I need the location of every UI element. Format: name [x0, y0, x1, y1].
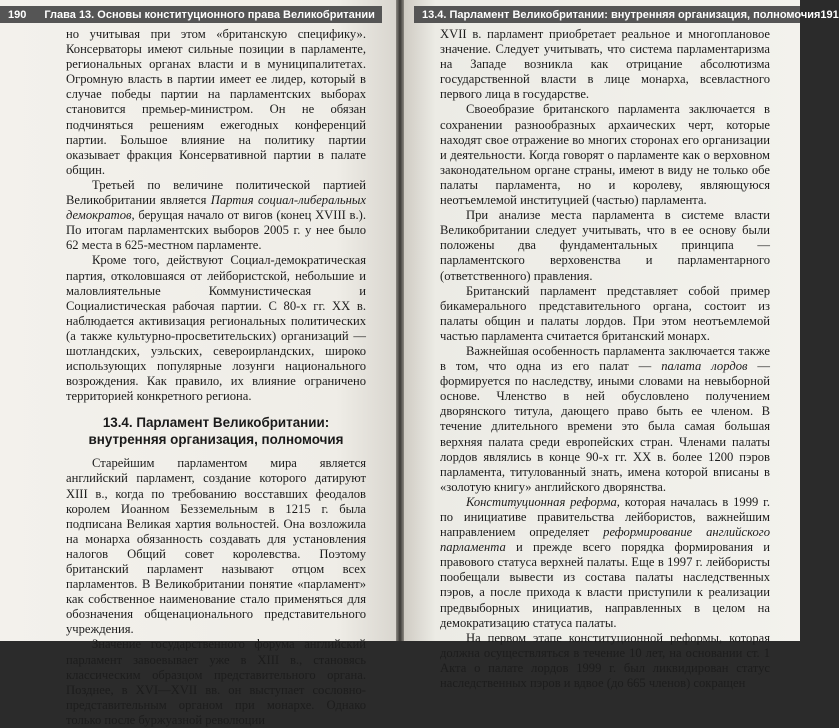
paragraph: Кроме того, действуют Социал-демократическая партия, отколовшаяся от лейбористской, небольшие и маловлиятельные Коммунистическая и Социалистическая рабочая партии. С 80-х гг. XX в. наблюдается активизация региональных политических (а также культурно-просветительских) организаций — шотландских, уэльских, североирландских, широко использующих популярные лозунги национального возрождения. Как правило, их влияние ограничено территорией конкретного региона. — [66, 253, 366, 404]
book-gutter — [396, 0, 404, 641]
section-heading: 13.4. Парламент Великобритании: внутренняя организация, полномочия — [88, 415, 344, 448]
paragraph: На первом этапе конституционной реформы, которая должна осуществляться в течение 10 лет, на основании ст. 1 Акта о палате лордов 1999 г. был ликвидирован статус наследственных пэров и вдвое (до 665 членов) сокращен — [440, 630, 770, 691]
left-page-number: 190 — [8, 8, 27, 21]
right-body-text — [440, 27, 770, 691]
right-page-number: 191 — [820, 8, 839, 21]
right-running-header — [414, 6, 839, 23]
left-running-header — [0, 6, 382, 23]
paragraph: При анализе места парламента в системе власти Великобритании следует учитывать, что в ее основу были положены два фундаментальных принципа — парламентского верховенства и парламентарного (ответственного) правления. — [440, 208, 770, 283]
paragraph: Значение государственного форума английский парламент завоевывает уже в XIII в., становясь классическим образцом представительного органа. Позднее, в XVI—XVII вв. он выступает сословно-представительным органом при монархе. Однако только после буржуазной революции — [66, 637, 366, 727]
left-body-text — [66, 27, 366, 728]
paragraph: XVII в. парламент приобретает реальное и многоплановое значение. Следует учитывать, что система парламентаризма на Западе возникла как отрицание абсолютизма государственной власти в лице монарха, всевластного первого лица в государстве. — [440, 27, 770, 102]
paragraph: Важнейшая особенность парламента заключается также в том, что одна из его палат — палата лордов — формируется по наследству, иными словами на невыборной основе. Членство в ней обусловлено получением дворянского титула, дающего право быть ее членом. В течение длительного времени это была самая большая верхняя палата среди европейских стран. Членами палаты лордов являлись в конце 90-х гг. XX в. более 1200 пэров парламента, титулованный знать, имена которой вписаны в «золотую книгу» английского дворянства. — [440, 343, 771, 494]
paragraph: Британский парламент представляет собой пример бикамерального представительного органа, состоит из палаты общин и палаты лордов. При этом неотъемлемой частью парламента считается британский монарх. — [440, 283, 770, 343]
paragraph: Старейшим парламентом мира является английский парламент, создание которого датируют XIII в., когда по требованию восставших феодалов королем Иоанном Безземельным в 1215 г. была подписана Великая хартия вольностей. Она возложила на монарха обязанность создавать для установления налогов Общий совет королевства. Поэтому британский парламент называют отцом всех парламентов. В Великобритании понятие «парламент» как собственное наименование стало применяться для обозначения общенационального представительного учреждения. — [66, 456, 366, 637]
paragraph: Третьей по величине политической партией Великобритании является Партия социал-либеральных демократов, берущая начало от вигов (конец XVIII в.). По итогам парламентских выборов 2005 г. у нее было 62 места в 625-местном парламенте. — [66, 177, 366, 253]
section-title: 13.4. Парламент Великобритании: внутренняя организация, полномочия — [422, 8, 821, 21]
paragraph: Конституционная реформа, которая началась в 1999 г. по инициативе правительства лейбористов, важнейшим направлением определяет реформирование английского парламента и прежде всего порядка формирования и правового статуса верхней палаты. Еще в 1997 г. лейбористы пообещали вывести из состава палаты наследственных пэров, а после прихода к власти приступили к реализации предвыборных инициатив, направленных в целом на демократизацию статуса палаты. — [440, 494, 771, 630]
paragraph: Своеобразие британского парламента заключается в сохранении разнообразных архаических черт, которые находят свое отражение во многих сторонах его организации и деятельности. Когда говорят о парламенте как о верховном законодательном органе страны, имеют в виду не только обе палаты парламента, но и королеву, являющуюся неотъемлемой институцией (частью) парламента. — [440, 102, 770, 208]
left-page — [0, 0, 396, 727]
right-page — [404, 0, 839, 691]
paragraph: но учитывая при этом «британскую специфику». Консерваторы имеют сильные позиции в парламенте, региональных органах власти и в муниципалитетах. Огромную власть в партии имеет ее лидер, который в случае победы партии на парламентских выборах становится премьер-министром. Он не обязан подчиняться решениям ежегодных конференций партии. Большое влияние на политику партии оказывает фракция Консервативной партии в палате общин. — [66, 27, 366, 177]
chapter-title: Глава 13. Основы конституционного права Великобритании — [44, 8, 375, 21]
